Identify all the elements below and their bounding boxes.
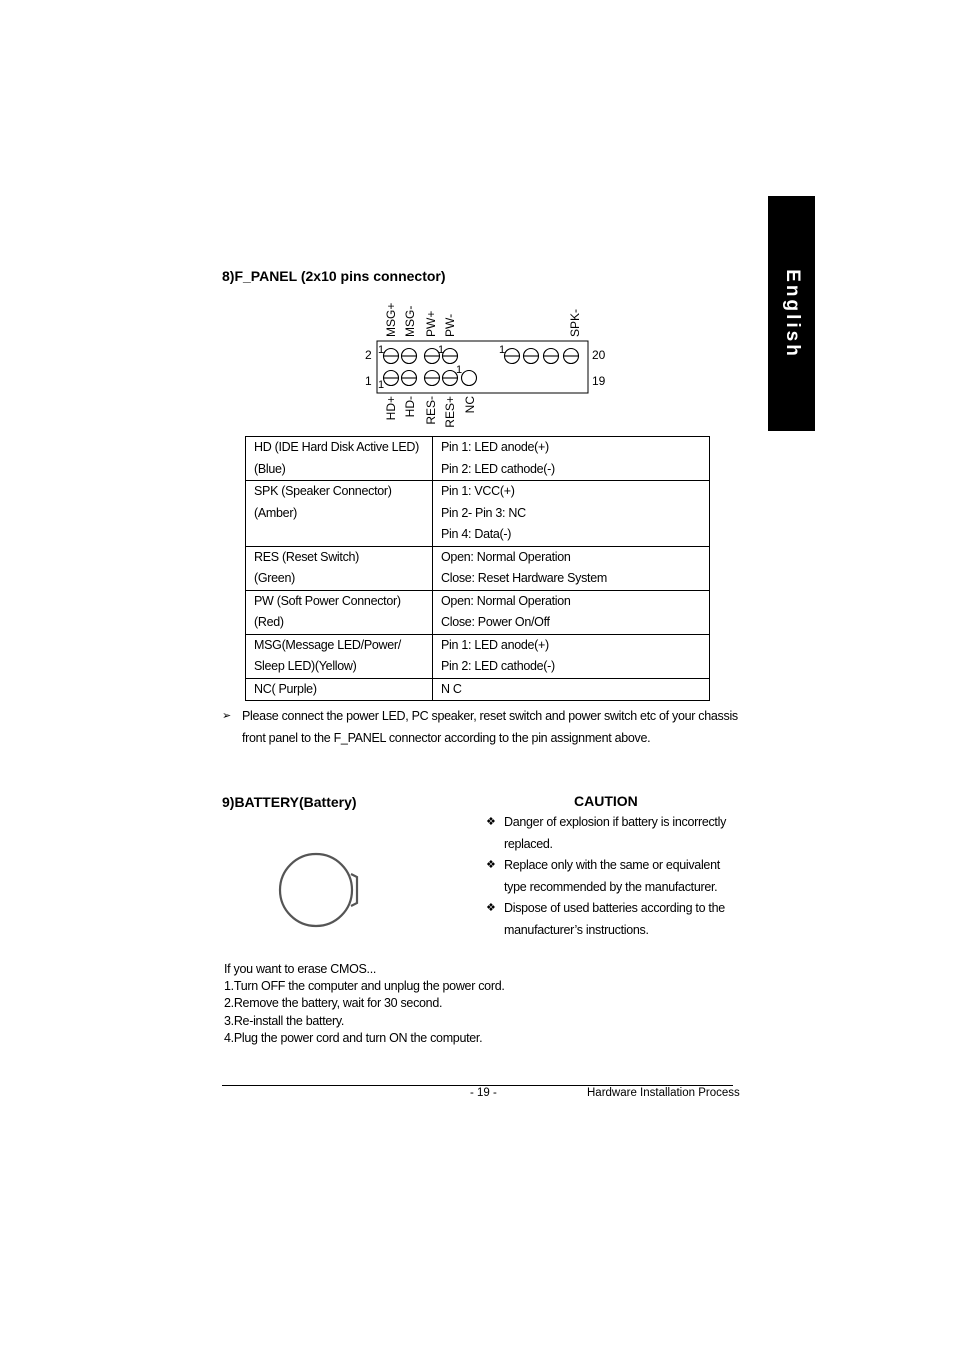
table-row (246, 437, 710, 481)
connector-name: SPK (Speaker Connector) (254, 484, 392, 498)
pin-desc: Pin 1: VCC(+) (441, 484, 515, 498)
connector-color: (Green) (254, 571, 295, 585)
pin-label-bottom: NC (463, 396, 477, 414)
pin-label-top: SPK- (568, 308, 582, 337)
connector-name: NC( Purple) (254, 681, 317, 696)
list-item (486, 898, 736, 941)
pin-one-mark: 1 (438, 344, 445, 356)
pin-label-top: MSG+ (384, 302, 398, 337)
pin-desc: Pin 1: LED anode(+) (441, 637, 549, 652)
pin-one-mark: 1 (499, 344, 506, 356)
pin-one-mark: 1 (456, 364, 463, 376)
connector-name-cell (246, 678, 433, 701)
connector-color: (Red) (254, 615, 284, 629)
fpanel-note-text: Please connect the power LED, PC speaker, reset switch and power switch etc of your chassis front panel to the F_PANEL connector according to the pin assignment above. (242, 709, 738, 745)
connector-name: MSG(Message LED/Power/ (254, 637, 401, 652)
caution-text: Danger of explosion if battery is incorrectly replaced. (504, 815, 727, 851)
battery-illustration (276, 850, 366, 932)
table-row (246, 546, 710, 590)
pin-desc: N C (441, 681, 462, 696)
table-row (246, 678, 710, 701)
footer-divider (222, 1085, 733, 1086)
fpanel-pin-table (245, 436, 710, 701)
arrow-bullet-icon: ➢ (222, 710, 231, 722)
cmos-clear-steps (224, 961, 505, 1047)
caution-list (486, 812, 736, 941)
connector-name: RES (Reset Switch) (254, 549, 360, 564)
row-number-left: 1 (365, 374, 372, 388)
table-row (246, 481, 710, 547)
pin-desc: Pin 2- Pin 3: NC (441, 505, 526, 520)
pin-label-top: MSG- (403, 305, 417, 337)
battery-cell (280, 854, 352, 926)
pin-desc: Open: Normal Operation (441, 549, 571, 564)
pin-label-bottom: RES+ (443, 396, 457, 428)
caution-title: CAUTION (574, 793, 638, 809)
table-row (246, 590, 710, 634)
pin-label-top: PW+ (424, 310, 438, 337)
pin-desc-cell (433, 678, 710, 701)
footer-title: Hardware Installation Process (587, 1087, 740, 1099)
pin (462, 371, 477, 386)
pin-desc: Open: Normal Operation (441, 593, 571, 608)
pin-desc: Pin 2: LED cathode(-) (441, 659, 555, 673)
pin-label-bottom: RES- (424, 396, 438, 425)
row-number-right: 20 (592, 348, 606, 362)
row-number-right: 19 (592, 374, 606, 388)
pin-desc-cell (433, 437, 710, 481)
pin-desc: Pin 4: Data(-) (441, 527, 512, 541)
connector-color: Sleep LED)(Yellow) (254, 659, 357, 673)
pin-label-top: PW- (443, 313, 457, 337)
diamond-bullet-icon: ❖ (486, 859, 496, 871)
connector-color: (Blue) (254, 461, 286, 476)
step-line: 2.Remove the battery, wait for 30 second. (224, 996, 443, 1011)
connector-color: (Amber) (254, 505, 298, 520)
step-line: 1.Turn OFF the computer and unplug the power cord. (224, 979, 505, 994)
connector-name-cell (246, 634, 433, 678)
connector-name: PW (Soft Power Connector) (254, 593, 401, 608)
pin-desc-cell (433, 634, 710, 678)
language-tab-label: English (781, 268, 803, 359)
connector-name-cell (246, 481, 433, 547)
diamond-bullet-icon: ❖ (486, 816, 496, 828)
row-number-left: 2 (365, 348, 372, 362)
battery-heading: 9)BATTERY(Battery) (222, 794, 357, 810)
pin-one-mark: 1 (378, 344, 385, 356)
diamond-bullet-icon: ❖ (486, 902, 496, 914)
pin-desc: Pin 1: LED anode(+) (441, 440, 549, 454)
pin-label-bottom: HD- (403, 396, 417, 418)
page-number: - 19 - (470, 1087, 497, 1099)
list-item (486, 812, 736, 855)
pin-row-top (384, 349, 579, 364)
pin-label-bottom: HD+ (384, 396, 398, 421)
pin-desc: Pin 2: LED cathode(-) (441, 461, 555, 476)
pin-desc-cell (433, 481, 710, 547)
fpanel-pin-diagram (355, 295, 615, 435)
pin-row-bottom (384, 371, 477, 386)
step-line: If you want to erase CMOS... (224, 962, 377, 976)
caution-text: Replace only with the same or equivalent type recommended by the manufacturer. (504, 858, 720, 894)
language-tab (768, 196, 815, 431)
pin-desc-cell (433, 546, 710, 590)
connector-name-cell (246, 437, 433, 481)
pin-desc-cell (433, 590, 710, 634)
connector-name: HD (IDE Hard Disk Active LED) (254, 440, 419, 454)
connector-name-cell (246, 546, 433, 590)
pin-one-mark: 1 (378, 379, 385, 391)
pin-desc: Close: Reset Hardware System (441, 571, 607, 585)
step-line: 4.Plug the power cord and turn ON the computer. (224, 1030, 483, 1045)
fpanel-note (222, 705, 742, 749)
pin-desc: Close: Power On/Off (441, 615, 550, 629)
caution-text: Dispose of used batteries according to the manufacturer’s instructions. (504, 901, 725, 937)
step-line: 3.Re-install the battery. (224, 1013, 345, 1028)
fpanel-heading: 8)F_PANEL (2x10 pins connector) (222, 268, 446, 284)
list-item (486, 855, 736, 898)
connector-name-cell (246, 590, 433, 634)
table-row (246, 634, 710, 678)
